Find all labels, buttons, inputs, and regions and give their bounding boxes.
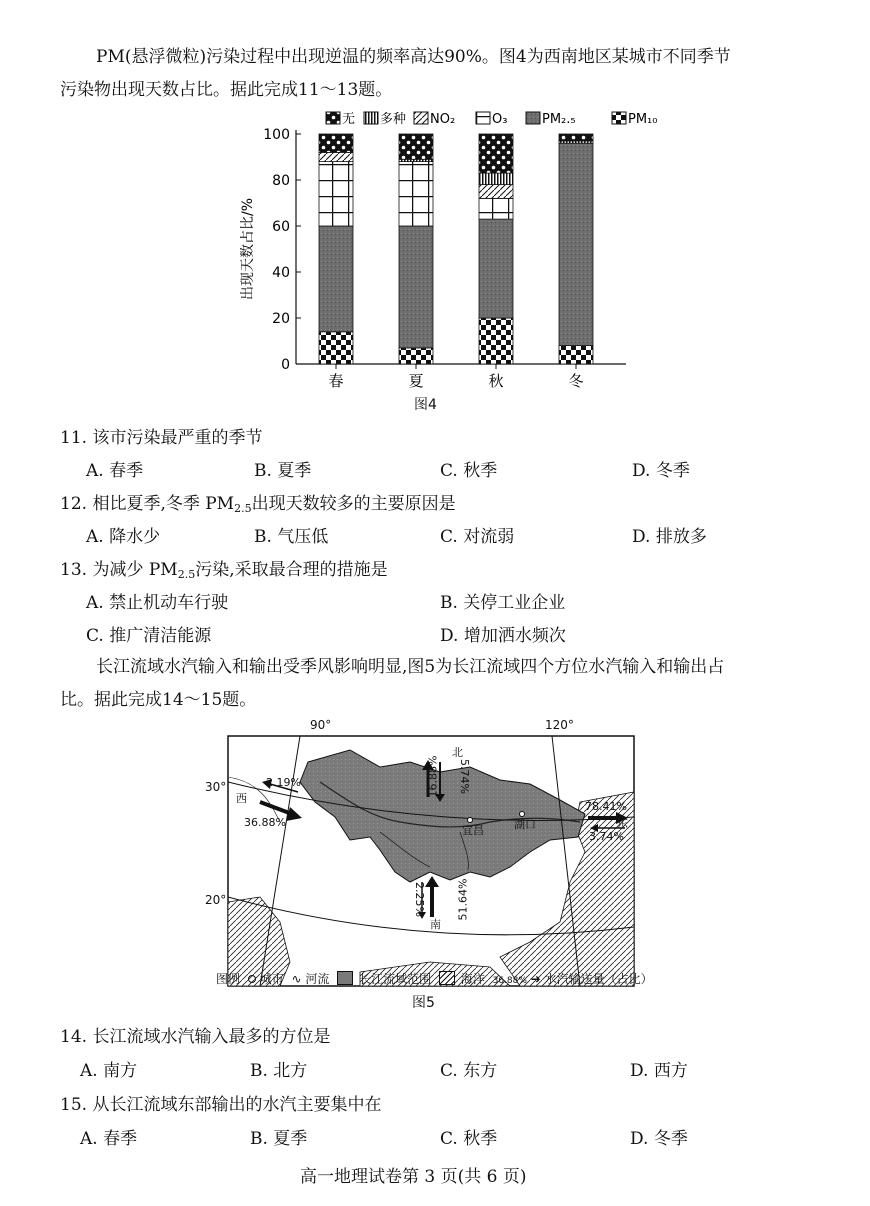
city-icon <box>248 975 256 983</box>
map-south-in-value: 51.64% <box>456 878 470 921</box>
question-12-option-d[interactable]: D. 排放多 <box>632 527 707 547</box>
legend-swatch-pm10 <box>612 112 626 124</box>
question-15-stem: 15. 从长江流域东部输出的水汽主要集中在 <box>60 1095 382 1115</box>
legend-swatch-none <box>326 112 340 124</box>
map-west-label: 西 <box>236 792 247 805</box>
bar-segment-none <box>399 134 433 159</box>
question-15-option-c[interactable]: C. 秋季 <box>440 1129 498 1149</box>
map-east-label: 东 <box>617 817 628 830</box>
bar-segment-no2 <box>479 185 513 199</box>
figure-4-stacked-bar-chart <box>236 100 658 420</box>
bar-segment-none <box>319 134 353 152</box>
bar-segment-pm25 <box>559 143 593 345</box>
y-tick-label: 40 <box>272 265 290 281</box>
y-tick-label: 60 <box>272 219 290 235</box>
question-15-option-b[interactable]: B. 夏季 <box>250 1129 308 1149</box>
question-13-option-b[interactable]: B. 关停工业企业 <box>440 593 566 613</box>
legend-basin: 长江流域范围 <box>359 972 432 986</box>
river-icon: ∿ <box>291 972 302 986</box>
question-11-option-b[interactable]: B. 夏季 <box>254 461 312 481</box>
figure-4-caption: 图4 <box>414 397 437 413</box>
legend-label-pm10: PM₁₀ <box>628 112 658 127</box>
legend-label-no2: NO₂ <box>430 112 456 127</box>
bar-segment-o3 <box>479 198 513 219</box>
x-tick-label: 秋 <box>488 372 504 390</box>
legend-ocean: 海洋 <box>460 972 485 986</box>
y-tick-label: 20 <box>272 311 290 327</box>
x-tick-label: 春 <box>328 372 344 390</box>
intro-text-line1: PM(悬浮微粒)污染过程中出现逆温的频率高达90%。图4为西南地区某城市不同季节 <box>96 47 731 67</box>
intro2-text-line1: 长江流域水汽输入和输出受季风影响明显,图5为长江流域四个方位水汽输入和输出占 <box>96 657 725 677</box>
y-axis-label: 出现天数占比/% <box>240 197 256 301</box>
bar-segment-none <box>479 134 513 173</box>
map-south-label: 南 <box>430 918 441 931</box>
map-west-in-value: 36.88% <box>244 816 286 829</box>
map-east-in-value: 3.74% <box>589 830 624 843</box>
map-legend <box>216 970 653 987</box>
map-south-out-value: 2.25% <box>412 882 426 917</box>
page-footer: 高一地理试卷第 3 页(共 6 页) <box>300 1167 527 1187</box>
basin-icon <box>337 971 353 985</box>
legend-label-o3: O₃ <box>492 112 508 127</box>
question-11-option-c[interactable]: C. 秋季 <box>440 461 498 481</box>
bar-segment-pm10 <box>399 348 433 364</box>
map-west-out-value: 2.19% <box>266 776 301 789</box>
map-lat-30-label: 30° <box>205 780 227 794</box>
arrow-icon: ➜ <box>530 972 541 986</box>
map-north-out-value: 5.74% <box>457 759 471 794</box>
question-11-option-a[interactable]: A. 春季 <box>86 461 144 481</box>
bar-segment-no2 <box>319 152 353 161</box>
y-tick-label: 0 <box>281 357 290 373</box>
legend-city: 城市 <box>259 972 284 986</box>
question-11-option-d[interactable]: D. 冬季 <box>632 461 690 481</box>
legend-arrow-value: 36.88% <box>492 976 527 986</box>
y-tick-label: 100 <box>263 127 290 143</box>
question-12-option-c[interactable]: C. 对流弱 <box>440 527 515 547</box>
legend-label-multi: 多种 <box>380 112 407 127</box>
ocean-icon <box>439 971 455 985</box>
map-lon-90-label: 90° <box>310 718 332 732</box>
figure-5-map <box>200 722 650 1012</box>
question-14-option-a[interactable]: A. 南方 <box>80 1061 138 1081</box>
intro-text-line2: 污染物出现天数占比。据此完成11～13题。 <box>60 80 393 100</box>
question-14-option-d[interactable]: D. 西方 <box>630 1061 688 1081</box>
question-15-option-d[interactable]: D. 冬季 <box>630 1129 688 1149</box>
map-lon-120-label: 120° <box>545 718 574 732</box>
legend-label-pm25: PM₂.₅ <box>542 112 576 127</box>
legend-swatch-o3 <box>476 112 490 124</box>
map-north-in-value: 16.88% <box>426 755 440 798</box>
map-lat-20-label: 20° <box>205 893 227 907</box>
legend-arrow: 水汽输送量（占比） <box>544 972 653 986</box>
bar-segment-o3 <box>319 162 353 226</box>
question-13-option-d[interactable]: D. 增加洒水频次 <box>440 626 566 646</box>
bar-segment-pm10 <box>319 332 353 364</box>
question-11-stem: 11. 该市污染最严重的季节 <box>60 428 263 448</box>
legend-river: 河流 <box>305 972 330 986</box>
bar-segment-pm10 <box>479 318 513 364</box>
legend-label-none: 无 <box>342 112 356 127</box>
x-tick-label: 夏 <box>408 372 424 390</box>
map-east-out-value: 78.41% <box>585 800 627 813</box>
question-13-stem: 13. 为减少 $PM_{2.5}$污染,采取最合理的措施是 <box>60 560 388 581</box>
legend-swatch-pm25 <box>526 112 540 124</box>
question-14-stem: 14. 长江流域水汽输入最多的方位是 <box>60 1027 331 1047</box>
question-15-option-a[interactable]: A. 春季 <box>80 1129 138 1149</box>
map-city-yichang: 宜昌 <box>462 824 484 837</box>
bar-segment-o3 <box>399 162 433 226</box>
bar-segment-multi <box>479 173 513 185</box>
x-tick-label: 冬 <box>568 372 584 390</box>
bar-segment-pm25 <box>319 226 353 332</box>
bar-segment-none <box>559 134 593 141</box>
question-12-stem: 12. 相比夏季,冬季 $PM_{2.5}$出现天数较多的主要原因是 <box>60 494 456 515</box>
bar-segment-pm10 <box>559 346 593 364</box>
bar-segment-pm25 <box>399 226 433 348</box>
map-north-label: 北 <box>452 746 463 759</box>
bar-segment-pm25 <box>479 219 513 318</box>
legend-title: 图例 <box>216 972 241 986</box>
legend-swatch-no2 <box>414 112 428 124</box>
question-12-option-b[interactable]: B. 气压低 <box>254 527 329 547</box>
intro2-text-line2: 比。据此完成14～15题。 <box>60 690 257 710</box>
question-14-option-c[interactable]: C. 东方 <box>440 1061 498 1081</box>
y-tick-label: 80 <box>272 173 290 189</box>
legend-swatch-multi <box>364 112 378 124</box>
question-14-option-b[interactable]: B. 北方 <box>250 1061 308 1081</box>
map-city-hukou: 湖口 <box>514 818 536 831</box>
question-13-option-c[interactable]: C. 推广清洁能源 <box>86 626 212 646</box>
figure-5-caption: 图5 <box>412 995 435 1011</box>
question-13-option-a[interactable]: A. 禁止机动车行驶 <box>86 593 229 613</box>
question-12-option-a[interactable]: A. 降水少 <box>86 527 161 547</box>
